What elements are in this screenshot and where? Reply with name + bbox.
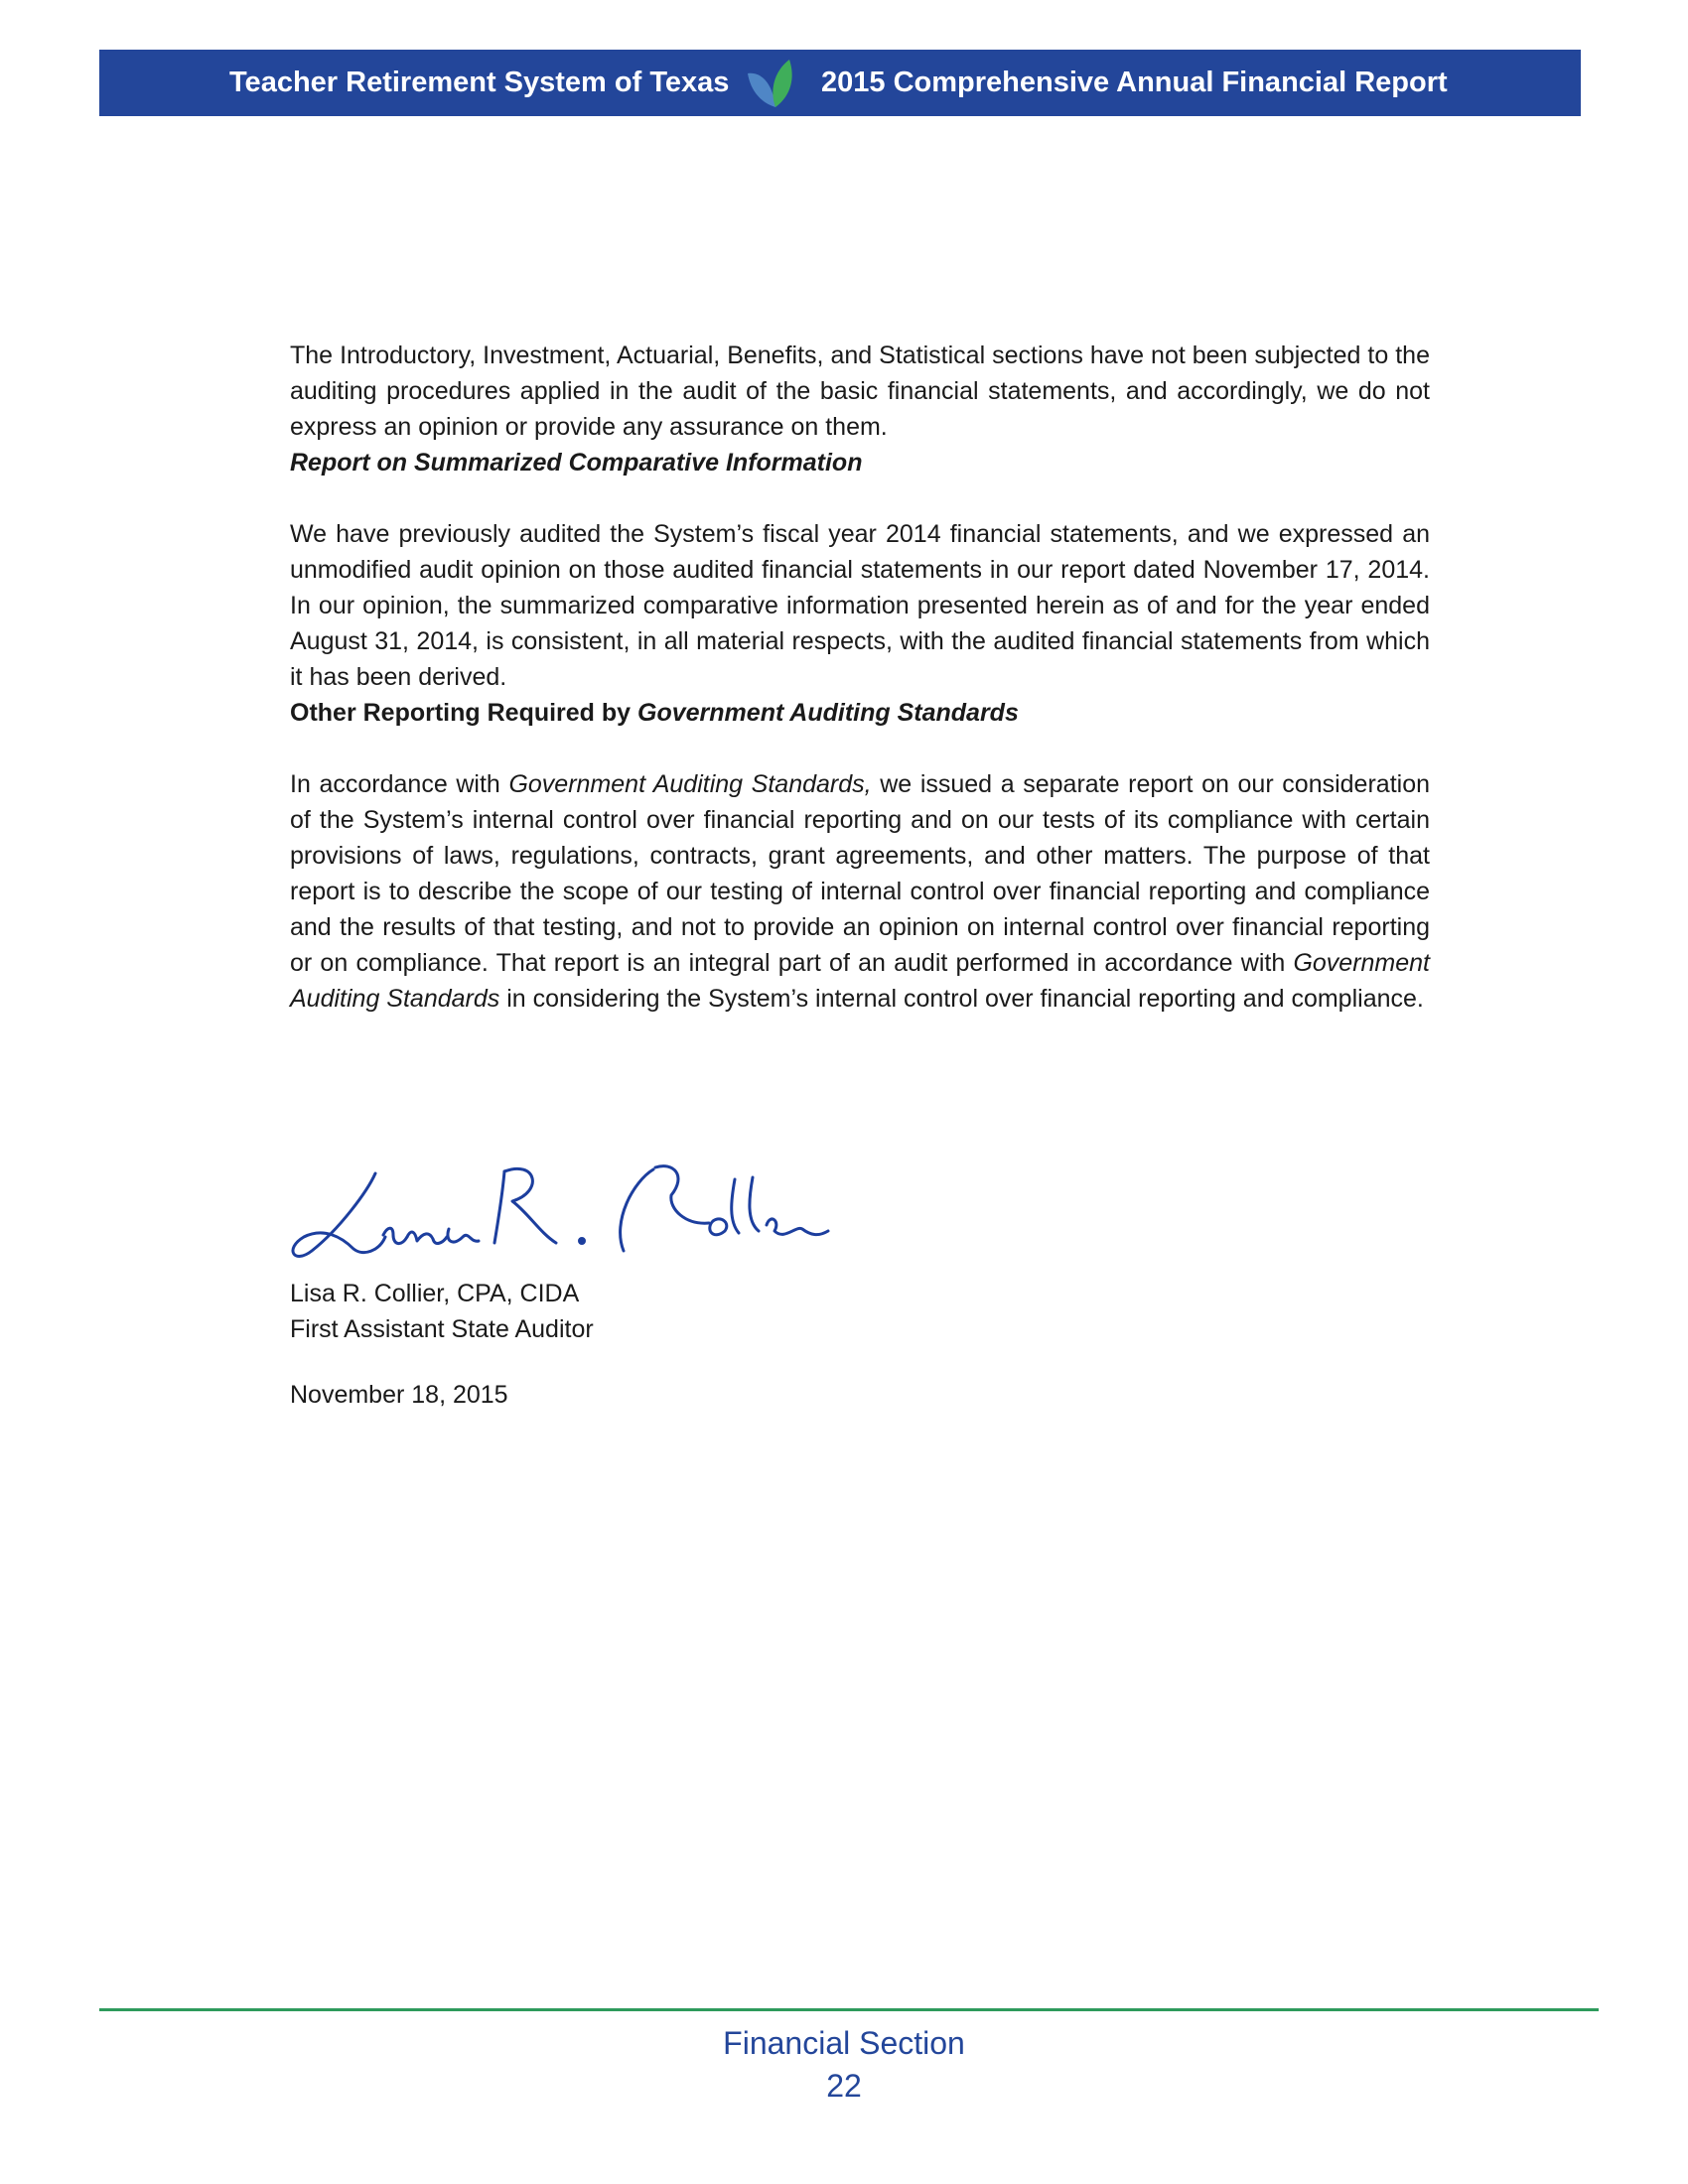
handwritten-signature — [276, 1152, 832, 1271]
report-date: November 18, 2015 — [290, 1381, 508, 1409]
leaf-logo-icon — [740, 56, 799, 113]
signer-name: Lisa R. Collier, CPA, CIDA — [290, 1280, 580, 1307]
other-reporting-heading — [290, 695, 1430, 731]
unaudited-sections-paragraph: The Introductory, Investment, Actuarial, Benefits, and Statistical sections have not been subjected to the auditing procedures applied in the audit of the basic financial statements, and accordingly, we do not express an opinion or provide any assurance on them. — [290, 341, 1430, 441]
header-report-title: 2015 Comprehensive Annual Financial Report — [821, 67, 1448, 98]
summarized-comparative-heading: Report on Summarized Comparative Information — [290, 449, 863, 477]
footer-page-number: 22 — [826, 2068, 862, 2104]
header-org-name: Teacher Retirement System of Texas — [229, 67, 730, 98]
footer-section-label: Financial Section — [723, 2025, 965, 2061]
report-body — [290, 338, 1430, 1017]
gas-paragraph-end: in considering the System’s internal control over financial reporting and compliance. — [499, 985, 1424, 1013]
gas-paragraph-italic-1: Government Auditing Standards, — [508, 770, 872, 798]
summarized-comparative-paragraph: We have previously audited the System’s fiscal year 2014 financial statements, and we expressed an unmodified audit opinion on those audited financial statements in our report dated November 17, 2014. In our opinion, the summarized comparative information presented herein as of and for the year ended August 31, 2014, is consistent, in all material respects, with the audited financial statements from which it has been derived. — [290, 520, 1430, 691]
header-bar — [99, 50, 1581, 116]
gas-paragraph-intro: In accordance with — [290, 770, 509, 798]
footer-divider — [99, 2008, 1599, 2011]
signature-block — [290, 1276, 594, 1347]
other-reporting-heading-italic: Government Auditing Standards — [637, 699, 1019, 727]
gas-paragraph-middle: we issued a separate report on our consideration of the System’s internal control over financial reporting and on our tests of its compliance with certain provisions of laws, regulations, contracts, grant agreements, and other matters. The purpose of that report is to describe the scope of our testing of internal control over financial reporting and compliance and the results of that testing, and not to provide an opinion on internal control over financial reporting or on compliance. That report is an integral part of an audit performed in accordance with — [290, 770, 1430, 977]
signer-title: First Assistant State Auditor — [290, 1315, 594, 1343]
other-reporting-heading-text: Other Reporting Required by — [290, 699, 638, 727]
gas-reporting-paragraph — [290, 766, 1430, 1017]
gas-paragraph-italic-2: Government Auditing Standards — [290, 949, 1430, 1013]
